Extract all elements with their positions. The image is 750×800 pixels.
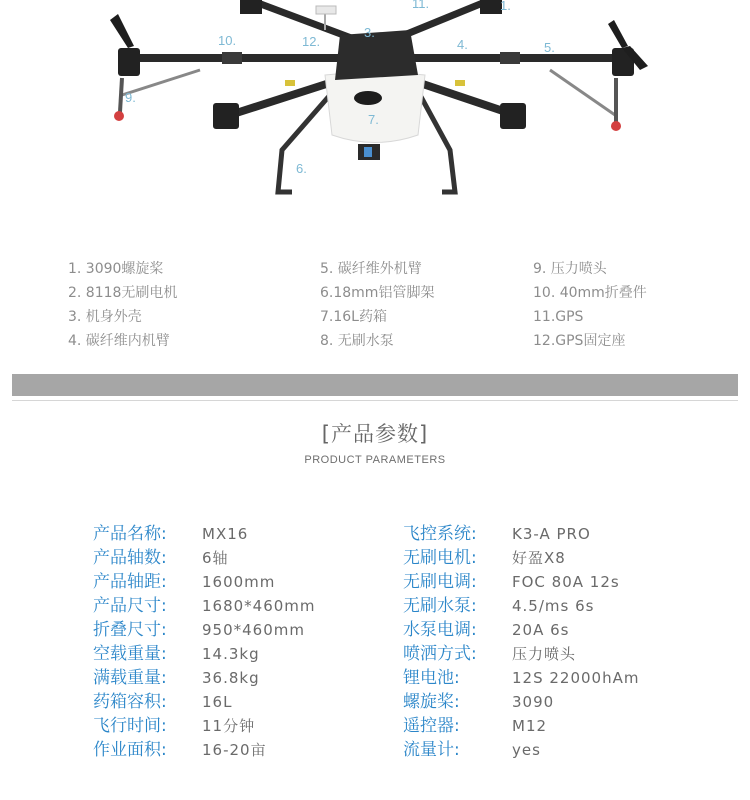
spec-table	[0, 522, 750, 772]
spec-label: 产品尺寸:	[93, 596, 167, 616]
spec-value: 11分钟	[202, 717, 256, 735]
parts-legend	[0, 258, 750, 358]
spec-value: yes	[512, 741, 541, 759]
spec-value: 6轴	[202, 549, 229, 567]
section-subtitle: PRODUCT PARAMETERS	[304, 454, 446, 466]
part-item: 10. 40mm折叠件	[533, 285, 647, 301]
part-item: 9. 压力喷头	[533, 261, 607, 277]
spec-value: 1600mm	[202, 573, 276, 591]
callout-label: 10.	[218, 33, 237, 48]
callout-label: 4.	[457, 37, 468, 52]
spec-label: 药箱容积:	[93, 692, 167, 712]
section-divider-line	[12, 400, 738, 401]
parts-column-1	[68, 258, 177, 354]
spec-label: 无刷水泵:	[403, 596, 477, 616]
callout-label: 9.	[125, 90, 136, 105]
spec-label: 作业面积:	[93, 740, 167, 760]
part-item: 7.16L药箱	[320, 309, 387, 325]
spec-value: 16L	[202, 693, 233, 711]
spec-label: 折叠尺寸:	[93, 620, 167, 640]
spec-label: 水泵电调:	[403, 620, 477, 640]
part-item: 8. 无刷水泵	[320, 333, 394, 349]
section-title: [产品参数]	[321, 422, 429, 446]
spec-value: 3090	[512, 693, 555, 711]
parts-column-3	[533, 258, 647, 354]
spec-label: 流量计:	[403, 740, 460, 760]
spec-value: M12	[512, 717, 548, 735]
part-item: 11.GPS	[533, 309, 584, 325]
callout-label: 11.	[412, 0, 430, 11]
spec-label: 满载重量:	[93, 668, 167, 688]
spec-value: 压力喷头	[512, 645, 577, 663]
spec-label: 螺旋桨:	[403, 692, 460, 712]
spec-value: K3-A PRO	[512, 525, 591, 543]
callout-label: 5.	[544, 40, 555, 55]
spec-value: 14.3kg	[202, 645, 260, 663]
spec-value: 16-20亩	[202, 741, 267, 759]
callout-label: 3.	[364, 25, 375, 40]
spec-label: 遥控器:	[403, 716, 460, 736]
spec-label: 产品名称:	[93, 524, 167, 544]
spec-label: 飞行时间:	[93, 716, 167, 736]
callout-label: 1.	[500, 0, 511, 13]
spec-value: FOC 80A 12s	[512, 573, 620, 591]
spec-value: 36.8kg	[202, 669, 260, 687]
spec-label: 产品轴数:	[93, 548, 167, 568]
spec-label: 喷洒方式:	[403, 644, 477, 664]
callout-label: 7.	[368, 112, 379, 127]
spec-label: 无刷电机:	[403, 548, 477, 568]
drone-product-image	[0, 0, 750, 205]
spec-value: 20A 6s	[512, 621, 570, 639]
spec-value: MX16	[202, 525, 249, 543]
section-divider-bar	[12, 374, 738, 396]
spec-label: 无刷电调:	[403, 572, 477, 592]
spec-label: 空载重量:	[93, 644, 167, 664]
part-item: 12.GPS固定座	[533, 333, 626, 349]
spec-value: 好盈X8	[512, 549, 566, 567]
drone-illustration	[0, 0, 750, 205]
spec-label: 飞控系统:	[403, 524, 477, 544]
spec-value: 12S 22000hAm	[512, 669, 640, 687]
part-item: 5. 碳纤维外机臂	[320, 261, 422, 277]
part-item: 2. 8118无刷电机	[68, 285, 178, 301]
part-item: 3. 机身外壳	[68, 309, 142, 325]
spec-value: 4.5/ms 6s	[512, 597, 595, 615]
spec-value: 1680*460mm	[202, 597, 316, 615]
part-item: 4. 碳纤维内机臂	[68, 333, 170, 349]
callout-label: 12.	[302, 34, 321, 49]
part-item: 6.18mm铝管脚架	[320, 285, 435, 301]
spec-label: 锂电池:	[403, 668, 460, 688]
part-item: 1. 3090螺旋桨	[68, 261, 164, 277]
spec-label: 产品轴距:	[93, 572, 167, 592]
spec-value: 950*460mm	[202, 621, 305, 639]
callout-label: 6.	[296, 161, 307, 176]
parts-column-2	[320, 258, 434, 354]
